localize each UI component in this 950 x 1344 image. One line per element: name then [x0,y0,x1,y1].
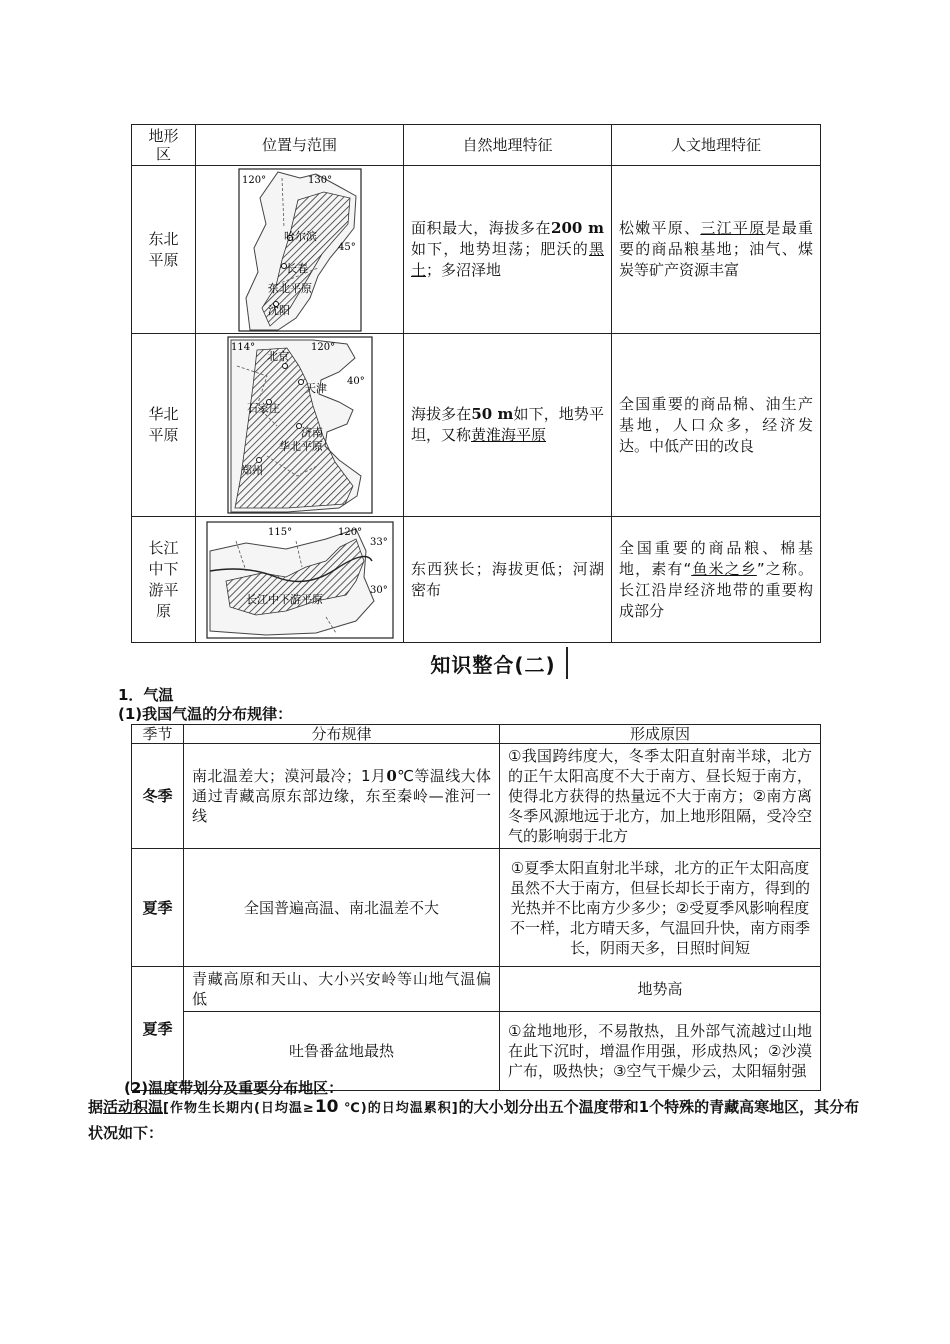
natural-features [404,166,612,334]
table-row [132,166,821,334]
map-cell [196,517,404,643]
natural-features [404,334,612,517]
table-row [132,517,821,643]
table-header-row [132,725,821,744]
text-run: ”之称。长江沿岸经济地带的重要构成部分 [619,559,813,620]
header-landform: 地形区 [132,125,196,166]
header-rule: 分布规律 [184,725,500,744]
map-place-label: 石家庄 [246,402,280,415]
map-lon-label: 120° [337,526,362,538]
text-run: 南北温差大；漠河最冷；1月 [192,767,387,785]
body-paragraph [88,1095,868,1145]
number-run: 0 [386,767,397,785]
reason-cell: 地势高 [500,967,821,1012]
text-run: ；多沼泽地 [426,261,502,279]
map-cell [196,334,404,517]
text-run: 的大小划分出五个温度带和1个特殊的青藏高寒地区，其分布状况如下： [88,1098,860,1142]
text-run: 松嫩平原、 [619,219,701,237]
reason-cell: ①夏季太阳直射北半球，北方的正午太阳高度虽然不大于南方，但昼长却长于南方，得到的光热并不比南方少多少；②受夏季风影响程度不一样，北方晴天多，气温回升快，南方雨季长，阴雨天多，日照时间短 [500,849,821,967]
map-place-label: 沈阳 [267,303,290,317]
map-lat-label: 33° [369,536,388,548]
map-lon-label: 115° [267,526,292,538]
season-cell: 夏季 [132,967,184,1091]
map-place-label: 郑州 [240,464,263,477]
underlined-term: 黄淮海平原 [471,426,547,444]
map-lon-label: 120° [310,342,335,353]
number-run: 200 m [551,219,604,237]
rule-cell [184,744,500,849]
section-title: 1．气温 [118,686,174,704]
map-place-label: 华北平原 [278,440,323,453]
table-row [132,334,821,517]
subsection-title: (1)我国气温的分布规律： [118,705,293,723]
rule-cell: 全国普遍高温、南北温差不大 [184,849,500,967]
map-lon-label: 130° [307,174,332,186]
text-run: ℃)的日均温累积] [338,1101,459,1116]
map-place-label: 天津 [304,382,327,395]
map-lat-label: 40° [346,376,365,387]
text-run: 如下，地势平坦，又称 [411,405,604,444]
text-run: 面积最大，海拔多在 [411,219,552,237]
header-location: 位置与范围 [196,125,404,166]
table-row [132,967,821,1012]
landform-name: 长江中下游平原 [132,517,196,643]
map-cell [196,166,404,334]
underlined-term: 鱼米之乡 [691,559,757,578]
reason-cell: ①盆地地形，不易散热，且外部气流越过山地在此下沉时，增温作用强，形成热风；②沙漠广布，吸热快；③空气干燥少云，太阳辐射强 [500,1012,821,1091]
text-run: [作物生长期内(日均温≥ [163,1101,315,1116]
header-natural: 自然地理特征 [404,125,612,166]
map-place-label: 长江中下游平原 [245,592,323,606]
temperature-table [131,724,821,1091]
map-place-label: 北京 [266,350,289,363]
northeast-plain-map [238,168,362,332]
text-run: 是最重要的商品粮基地；油气、煤炭等矿产资源丰富 [619,219,813,279]
number-run: 50 m [471,405,514,423]
text-run: 如下，地势坦荡；肥沃的 [411,240,589,258]
text-run: 据 [88,1098,104,1116]
human-features [612,517,821,643]
map-lat-label: 30° [369,584,388,596]
underlined-term: 三江平原 [700,219,766,237]
map-lat-label: 45° [337,241,356,253]
season-cell: 夏季 [132,849,184,967]
underlined-term: 黑土 [411,240,604,279]
map-lon-label: 120° [241,174,266,186]
landform-table [131,124,821,643]
map-place-label: 东北平原 [267,281,312,295]
text-run: ℃等温线大体通过青藏高原东部边缘，东至秦岭—淮河一线 [192,767,491,825]
map-place-label: 济南 [300,426,323,439]
map-place-label: 长春 [285,261,308,275]
map-place-label: 哈尔滨 [283,229,317,243]
header-reason: 形成原因 [500,725,821,744]
landform-name: 华北平原 [132,334,196,517]
human-features: 全国重要的商品棉、油生产基地，人口众多，经济发达。中低产田的改良 [612,334,821,517]
header-human: 人文地理特征 [612,125,821,166]
map-lon-label: 114° [230,342,255,353]
underlined-term: 活动积温 [103,1098,164,1116]
landform-name: 东北平原 [132,166,196,334]
table-header-row [132,125,821,166]
season-cell: 冬季 [132,744,184,849]
table-row [132,849,821,967]
text-run: 海拔多在 [411,405,472,423]
human-features [612,166,821,334]
rule-cell: 吐鲁番盆地最热 [184,1012,500,1091]
header-season: 季节 [132,725,184,744]
north-china-plain-map [227,336,373,514]
reason-cell: ①我国跨纬度大，冬季太阳直射南半球，北方的正午太阳高度不大于南方、昼长短于南方，使得北方获得的热量远不大于南方；②南方离冬季风源地远于北方，加上地形阻隔，受冷空气的影响弱于北方 [500,744,821,849]
text-run: 全国重要的商品粮、棉基地，素有“ [619,538,813,578]
number-run: 10 [314,1097,339,1117]
yangtze-plain-map [206,521,394,639]
section-heading: 知识整合(二) [420,647,568,679]
rule-cell: 青藏高原和天山、大小兴安岭等山地气温偏低 [184,967,500,1012]
subsection-title: (2)温度带划分及重要分布地区： [124,1079,344,1097]
table-row [132,744,821,849]
natural-features: 东西狭长；海拔更低；河湖密布 [404,517,612,643]
